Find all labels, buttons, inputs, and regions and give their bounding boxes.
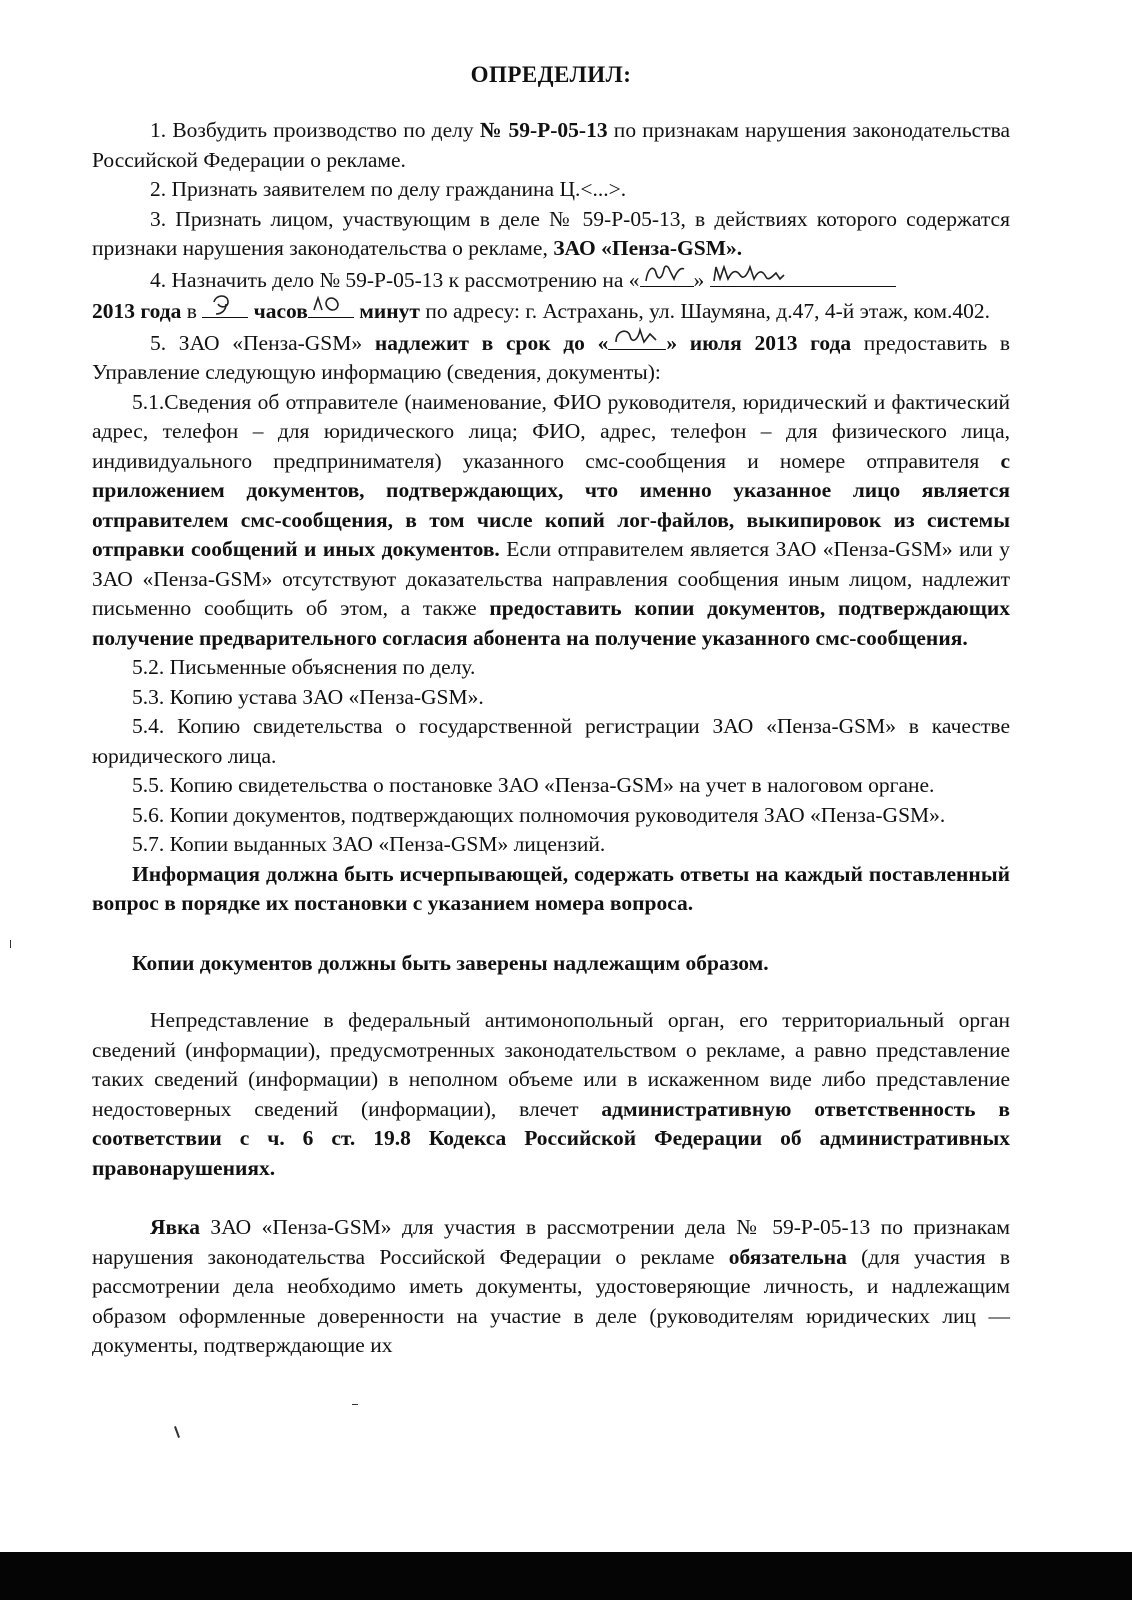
appearance-paragraph [92,1213,1010,1361]
spacer [92,1183,1010,1213]
p1-text-end: по признакам нарушения законодательства Российской Федерации о рекламе. [92,118,1011,172]
p4-text-a: 4. Назначить дело № 59-Р-05-13 к рассмотрению на « [150,267,640,292]
penalty-text: Непредставление в федеральный антимонопольный орган, его территориальный орган сведений (информации), предусмотренных законодательством о рекламе, а равно представление таких сведений (информации) в неполном объеме или в искаженном виде либо представление недостоверных сведений (информации), влечет [92,1008,1010,1121]
item-5-2: 5.2. Письменные объяснения по делу. [132,655,476,679]
copies-requirement-text: Копии документов должны быть заверены надлежащим образом. [132,950,769,975]
p4-address: по адресу: г. Астрахань, ул. Шаумяна, д.47, 4-й этаж, ком.402. [420,299,990,323]
document-body [92,62,1010,1361]
paragraph-4 [92,264,1010,327]
scan-speck [10,940,11,948]
handwritten-deadline-day [608,327,666,350]
paragraph-5 [92,327,1010,388]
p4-text-b: » [693,267,705,292]
item-5-4: 5.4. Копию свидетельства о государственной регистрации ЗАО «Пенза-GSM» в качестве юридического лица. [92,714,1010,768]
item-5-3: 5.3. Копию устава ЗАО «Пенза-GSM». [132,684,484,709]
hearing-year: 2013 года [92,299,182,323]
company-name: ЗАО «Пенза-GSM». [553,236,743,260]
p51-text-b: с приложением документов, подтверждающих, что именно указанное лицо является отправителем смс-сообщения, в том числе копий лог-файлов, выкипировок из системы отправки сообщений и иных документов. [92,448,1010,561]
appearance-text-end: (для участия в рассмотрении дела необходимо иметь документы, удостоверяющие личность, и надлежащим образом оформленные доверенности на участие в деле (руководителям юридических лиц — документы, подтверждающие их [92,1244,1010,1357]
case-number: № 59-Р-05-13 [479,118,608,142]
spacer [92,919,1010,949]
paragraph-5-1 [92,388,1010,654]
p5-deadline-b: » июля 2013 года [666,330,852,355]
scan-speck [174,1426,180,1438]
p51-text-d: предоставить копии документов, подтверждающих получение предварительного согласия абонента на получение указанного смс-сообщения. [92,596,1010,650]
p5-text-d: предоставить в Управление следующую информацию (сведения, документы): [92,330,1010,384]
appearance-label: Явка [150,1215,200,1239]
spacer [92,978,1010,1006]
item-5-6: 5.6. Копии документов, подтверждающих полномочия руководителя ЗАО «Пенза-GSM». [132,802,946,827]
scan-bottom-border [0,1552,1132,1600]
p51-text-c: Если отправителем является ЗАО «Пенза-GSM» или у ЗАО «Пенза-GSM» отсутствуют доказательства направления сообщения иным лицом, надлежит письменно сообщить об этом, а также [92,537,1010,620]
p3-text: 3. Признать лицом, участвующим в деле № 59-Р-05-13, в действиях которого содержатся признаки нарушения законодательства о рекламе, [92,206,1010,260]
section-title: ОПРЕДЕЛИЛ: [470,62,632,87]
item-5-5: 5.5. Копию свидетельства о постановке ЗАО «Пенза-GSM» на учет в налоговом органе. [132,773,935,797]
info-requirement-text: Информация должна быть исчерпывающей, содержать ответы на каждый поставленный вопрос в порядке их постановки с указанием номера вопроса. [92,861,1010,915]
copies-requirement [92,949,1010,979]
paragraph-2: 2. Признать заявителем по делу гражданина Ц.<...>. [150,177,627,201]
info-requirement [92,860,1010,919]
p51-text-a: 5.1.Сведения об отправителе (наименование, ФИО руководителя, юридический и фактический адрес, телефон – для юридического лица; ФИО, адрес, телефон – для физического лица, индивидуального предпринимателя) указанного смс-сообщения и номере отправителя [92,389,1010,473]
minutes-label: минут [359,299,420,323]
paragraph-1 [92,116,1010,175]
handwritten-day [640,264,694,287]
handwritten-hours [202,295,248,318]
p5-deadline-a: надлежит в срок до « [374,330,609,355]
paragraph-3 [92,205,1010,264]
appearance-text: ЗАО «Пенза-GSM» для участия в рассмотрении дела № 59-Р-05-13 по признакам нарушения законодательства Российской Федерации о рекламе [92,1215,1010,1269]
p4-text-c: в [181,299,203,323]
item-5-7: 5.7. Копии выданных ЗАО «Пенза-GSM» лицензий. [132,832,606,856]
penalty-article: административную ответственность в соответствии с ч. 6 ст. 19.8 Кодекса Российской Федерации об административных правонарушениях. [92,1096,1010,1180]
handwritten-minutes [308,295,354,318]
appearance-mandatory: обязательна [728,1244,847,1269]
penalty-paragraph [92,1006,1010,1183]
scan-speck [352,1404,358,1405]
p5-text-a: 5. ЗАО «Пенза-GSM» [150,330,375,355]
p1-text: 1. Возбудить производство по делу [150,118,480,142]
handwritten-month [710,264,896,287]
hours-label: часов [253,299,308,323]
